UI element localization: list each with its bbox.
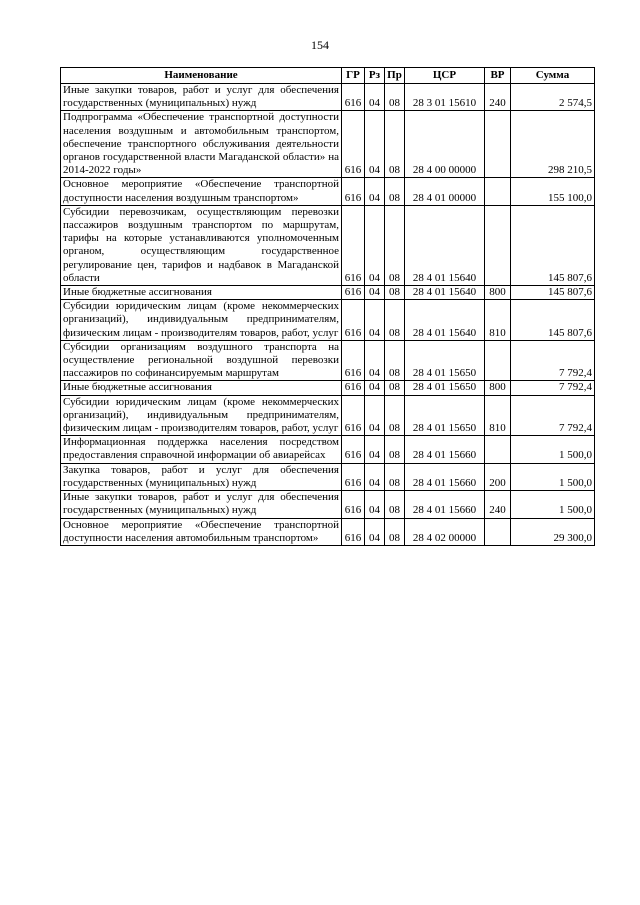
cell-gr: 616 (342, 463, 365, 490)
cell-gr: 616 (342, 381, 365, 395)
cell-name: Субсидии юридическим лицам (кроме некоммерческих организаций), индивидуальным предпринимателям, физическим лицам - производителям товаров, работ, услуг (61, 300, 342, 341)
cell-rz: 04 (365, 178, 385, 205)
table-row (61, 395, 595, 436)
table-row (61, 340, 595, 381)
cell-pr: 08 (385, 84, 405, 111)
cell-rz: 04 (365, 463, 385, 490)
cell-rz: 04 (365, 286, 385, 300)
table-header-row (61, 68, 595, 84)
cell-vr (485, 340, 511, 381)
header-gr: ГР (342, 68, 365, 84)
header-csr: ЦСР (405, 68, 485, 84)
cell-csr: 28 3 01 15610 (405, 84, 485, 111)
cell-gr: 616 (342, 518, 365, 545)
header-sum: Сумма (511, 68, 595, 84)
cell-sum: 145 807,6 (511, 300, 595, 341)
cell-name: Иные закупки товаров, работ и услуг для обеспечения государственных (муниципальных) нужд (61, 491, 342, 518)
table-row (61, 205, 595, 285)
cell-rz: 04 (365, 340, 385, 381)
budget-table (60, 67, 595, 546)
table-row (61, 518, 595, 545)
cell-pr: 08 (385, 491, 405, 518)
cell-rz: 04 (365, 205, 385, 285)
cell-vr: 810 (485, 395, 511, 436)
cell-sum: 2 574,5 (511, 84, 595, 111)
cell-name: Информационная поддержка населения посредством предоставления справочной информации об авиарейсах (61, 436, 342, 463)
cell-sum: 298 210,5 (511, 111, 595, 178)
cell-sum: 7 792,4 (511, 395, 595, 436)
cell-sum: 7 792,4 (511, 381, 595, 395)
cell-name: Основное мероприятие «Обеспечение транспортной доступности населения автомобильным транспортом» (61, 518, 342, 545)
cell-csr: 28 4 01 15650 (405, 395, 485, 436)
cell-vr: 200 (485, 463, 511, 490)
cell-csr: 28 4 01 15650 (405, 340, 485, 381)
cell-sum: 155 100,0 (511, 178, 595, 205)
cell-pr: 08 (385, 340, 405, 381)
cell-sum: 1 500,0 (511, 463, 595, 490)
cell-pr: 08 (385, 286, 405, 300)
cell-csr: 28 4 01 15640 (405, 286, 485, 300)
cell-csr: 28 4 01 15660 (405, 436, 485, 463)
cell-vr (485, 436, 511, 463)
cell-gr: 616 (342, 178, 365, 205)
cell-csr: 28 4 01 15660 (405, 491, 485, 518)
cell-vr (485, 178, 511, 205)
cell-sum: 145 807,6 (511, 205, 595, 285)
cell-rz: 04 (365, 491, 385, 518)
cell-rz: 04 (365, 111, 385, 178)
cell-vr: 800 (485, 381, 511, 395)
cell-pr: 08 (385, 178, 405, 205)
cell-name: Основное мероприятие «Обеспечение транспортной доступности населения воздушным транспортом» (61, 178, 342, 205)
table-row (61, 111, 595, 178)
cell-sum: 1 500,0 (511, 436, 595, 463)
cell-pr: 08 (385, 205, 405, 285)
header-pr: Пр (385, 68, 405, 84)
cell-gr: 616 (342, 491, 365, 518)
cell-gr: 616 (342, 286, 365, 300)
cell-csr: 28 4 01 15640 (405, 300, 485, 341)
cell-vr: 810 (485, 300, 511, 341)
cell-rz: 04 (365, 436, 385, 463)
cell-sum: 145 807,6 (511, 286, 595, 300)
table-row (61, 491, 595, 518)
cell-gr: 616 (342, 111, 365, 178)
table-row (61, 178, 595, 205)
header-vr: ВР (485, 68, 511, 84)
cell-vr (485, 205, 511, 285)
cell-pr: 08 (385, 300, 405, 341)
cell-csr: 28 4 00 00000 (405, 111, 485, 178)
cell-gr: 616 (342, 300, 365, 341)
cell-pr: 08 (385, 395, 405, 436)
cell-name: Подпрограмма «Обеспечение транспортной доступности населения воздушным и автомобильным транспортом, обеспечение транспортного обслуживания деятельности органов государственной власти Магаданской области» на 2014-2022 годы» (61, 111, 342, 178)
cell-vr: 240 (485, 84, 511, 111)
cell-csr: 28 4 01 00000 (405, 178, 485, 205)
cell-gr: 616 (342, 436, 365, 463)
cell-rz: 04 (365, 518, 385, 545)
table-row (61, 286, 595, 300)
header-rz: Рз (365, 68, 385, 84)
table-row (61, 300, 595, 341)
cell-sum: 1 500,0 (511, 491, 595, 518)
cell-gr: 616 (342, 205, 365, 285)
page-number: 154 (311, 38, 329, 52)
cell-pr: 08 (385, 436, 405, 463)
table-row (61, 436, 595, 463)
cell-vr (485, 518, 511, 545)
cell-vr: 240 (485, 491, 511, 518)
header-name: Наименование (61, 68, 342, 84)
cell-csr: 28 4 01 15660 (405, 463, 485, 490)
cell-csr: 28 4 01 15640 (405, 205, 485, 285)
cell-name: Субсидии юридическим лицам (кроме некоммерческих организаций), индивидуальным предпринимателям, физическим лицам - производителям товаров, работ, услуг (61, 395, 342, 436)
cell-name: Закупка товаров, работ и услуг для обеспечения государственных (муниципальных) нужд (61, 463, 342, 490)
table-row (61, 381, 595, 395)
cell-rz: 04 (365, 381, 385, 395)
table-row (61, 84, 595, 111)
cell-vr: 800 (485, 286, 511, 300)
cell-pr: 08 (385, 381, 405, 395)
cell-name: Субсидии организациям воздушного транспорта на осуществление региональной воздушной перевозки пассажиров по софинансируемым маршрутам (61, 340, 342, 381)
cell-rz: 04 (365, 395, 385, 436)
cell-vr (485, 111, 511, 178)
cell-rz: 04 (365, 84, 385, 111)
cell-pr: 08 (385, 111, 405, 178)
cell-gr: 616 (342, 84, 365, 111)
cell-gr: 616 (342, 395, 365, 436)
cell-name: Иные закупки товаров, работ и услуг для обеспечения государственных (муниципальных) нужд (61, 84, 342, 111)
cell-sum: 7 792,4 (511, 340, 595, 381)
cell-rz: 04 (365, 300, 385, 341)
cell-name: Иные бюджетные ассигнования (61, 381, 342, 395)
table-row (61, 463, 595, 490)
cell-pr: 08 (385, 463, 405, 490)
cell-csr: 28 4 01 15650 (405, 381, 485, 395)
cell-pr: 08 (385, 518, 405, 545)
cell-gr: 616 (342, 340, 365, 381)
cell-sum: 29 300,0 (511, 518, 595, 545)
cell-name: Иные бюджетные ассигнования (61, 286, 342, 300)
cell-csr: 28 4 02 00000 (405, 518, 485, 545)
cell-name: Субсидии перевозчикам, осуществляющим перевозки пассажиров воздушным транспортом по маршрутам, тарифы на которые устанавливаются уполномоченным органом, осуществляющим государственное регулирование цен, тарифов и надбавок в Магаданской области (61, 205, 342, 285)
